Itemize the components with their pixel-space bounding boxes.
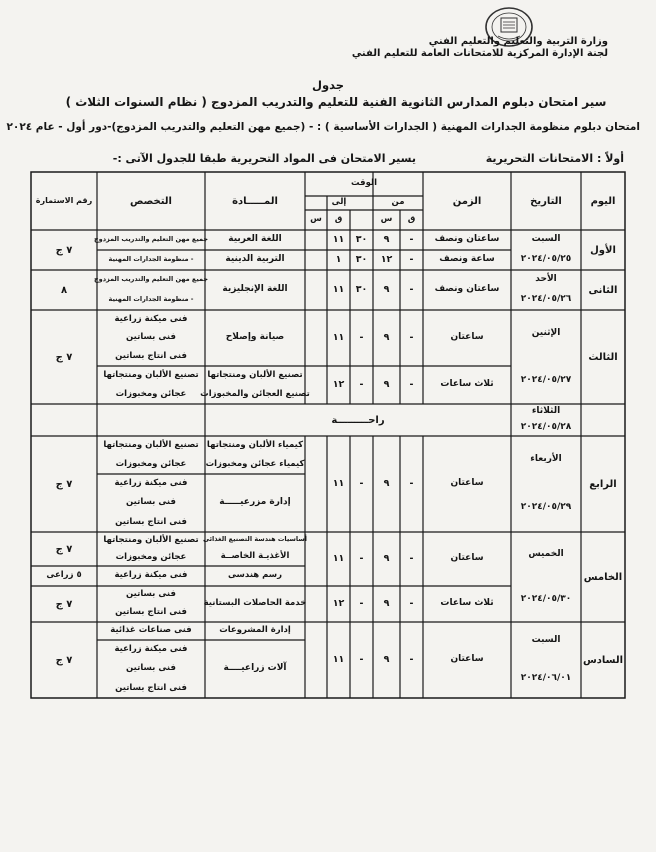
r3a-spec3: فنى انتاج بساتين	[115, 350, 187, 361]
r3-form: ٧ ج	[55, 351, 73, 363]
r1a-from-q: -	[409, 233, 414, 245]
r7-to-q: -	[359, 653, 364, 665]
r7-date-cell	[511, 622, 581, 698]
r6a-from-s: ٩	[383, 552, 390, 564]
r5-duration: ساعتان	[450, 478, 484, 489]
r6b-to-s: ١٢	[332, 597, 345, 609]
r1-date-cell	[511, 230, 581, 270]
r1a-to-s: ١١	[332, 233, 345, 245]
r3b-from-s: ٩	[383, 378, 390, 390]
r6b-subject: خدمة الحاصلات البستانية	[203, 598, 307, 609]
th-form-number: رقم الاستمارة	[35, 195, 93, 205]
r2-from-q: -	[409, 283, 414, 295]
r1-date: ٢٠٢٤/٠٥/٢٥	[520, 254, 572, 265]
r6b-from-s: ٩	[383, 597, 390, 609]
r1a-spec: جميع مهن التعليم والتدريب المزدوج	[93, 235, 209, 244]
th-from-s: س	[380, 214, 393, 225]
r5-subject-cell-top	[205, 436, 305, 474]
r4-date: ٢٠٢٤/٠٥/٢٨	[520, 422, 572, 433]
th-duration: الزمن	[452, 195, 482, 207]
r6a-subject3: رسم هندسى	[227, 570, 283, 581]
r3b-to-s: ١٢	[332, 378, 345, 390]
r6-date-cell	[511, 532, 581, 622]
r7-form: ٧ ج	[55, 654, 73, 666]
r2-day: الثانى	[588, 284, 618, 296]
r5-from-s: ٩	[383, 477, 390, 489]
r1b-from-s: ١٢	[380, 253, 393, 265]
ministry-name: وزارة التربية والتعليم والتعليم الفني	[428, 36, 608, 47]
r1-form: ٧ ج	[55, 244, 73, 256]
r6b-spec-cell	[97, 586, 205, 622]
r5-spec3: فنى ميكنة زراعية	[114, 478, 188, 489]
r3a-to-q: -	[359, 331, 364, 343]
r3a-from-s: ٩	[383, 331, 390, 343]
th-day: اليوم	[590, 195, 616, 207]
r1a-duration: ساعتان ونصف	[434, 234, 500, 245]
r3a-spec-cell	[97, 310, 205, 366]
r3b-spec-cell	[97, 366, 205, 404]
r7-spec3: فنى بساتين	[126, 663, 176, 674]
r2-subject: اللغة الإنجليزية	[222, 284, 288, 295]
r6-date: ٢٠٢٤/٠٥/٣٠	[520, 593, 572, 604]
r5-date: ٢٠٢٤/٠٥/٢٩	[520, 502, 572, 513]
r7-spec1: فنى صناعات غذائية	[110, 625, 192, 636]
r6b-to-q: -	[359, 597, 364, 609]
r2-form: ٨	[60, 284, 68, 296]
r1b-duration: ساعة ونصف	[439, 254, 495, 265]
r6a-to-q: -	[359, 552, 364, 564]
doc-title: جدول	[311, 78, 345, 92]
r6a-subject2: الأغذيـة الخاصــة	[220, 551, 290, 562]
r6b-spec1: فنى بساتين	[126, 589, 176, 600]
section-label: أولاً : الامتحانات التحريرية	[485, 152, 624, 165]
th-from-q: ق	[407, 214, 416, 225]
r6a-spec1: تصنيع الألبان ومنتجاتها	[103, 534, 199, 545]
r3b-subject-cell	[200, 366, 310, 404]
r4-date-cell	[511, 404, 581, 436]
r3a-duration: ساعتان	[450, 332, 484, 343]
r2-date-cell	[511, 270, 581, 310]
r7-date: ٢٠٢٤/٠٦/٠١	[520, 673, 572, 684]
r2-date: ٢٠٢٤/٠٥/٢٦	[520, 294, 572, 305]
r2-spec-cell	[93, 270, 209, 310]
r7-from-q: -	[409, 653, 414, 665]
r5-date-cell	[511, 436, 581, 532]
r5-spec1: تصنيع الألبان ومنتجاتها	[103, 439, 199, 450]
r4-weekday: الثلاثاء	[531, 406, 561, 417]
th-date: التاريخ	[530, 195, 562, 207]
r5-from-q: -	[409, 477, 414, 489]
r5-spec2: عجائن ومخبوزات	[115, 459, 187, 470]
exam-description: امتحان دبلوم منظومة الجدارات المهنية ( الجدارات الأساسية ) : - (جميع مهن التعليم والتدريب المزدوج)-دور أول - عام ٢٠٢٤	[6, 121, 640, 133]
r3a-subject: صيانة وإصلاح	[225, 332, 285, 343]
r5-subject3: إدارة مزرعيـــــة	[219, 497, 291, 508]
r3b-subject2: تصنيع العجائن والمخبوزات	[200, 388, 310, 399]
r5-spec5: فنى انتاج بساتين	[115, 516, 187, 527]
r2-to-q: ٣٠	[355, 283, 368, 295]
r1b-to-q: ٣٠	[355, 253, 368, 265]
r6a-spec2: عجائن ومخبوزات	[115, 551, 187, 562]
r7-to-s: ١١	[332, 653, 345, 665]
r6a-duration: ساعتان	[450, 553, 484, 564]
r1b-subject: التربية الدينية	[225, 254, 285, 265]
r3b-from-q: -	[409, 378, 414, 390]
r5-day: الرابع	[589, 478, 617, 490]
r1b-from-q: -	[409, 253, 414, 265]
r7-spec2: فنى ميكنة زراعية	[114, 643, 188, 654]
r2-spec2: - منظومة الجدارات المهنية	[108, 295, 194, 304]
r5-spec-cell	[97, 436, 205, 532]
r1a-to-q: ٣٠	[355, 233, 368, 245]
r6-day: الخامس	[583, 571, 623, 583]
r2-weekday: الأحد	[535, 274, 557, 285]
th-to-s: س	[310, 214, 322, 225]
r3-date: ٢٠٢٤/٠٥/٢٧	[520, 374, 572, 385]
r3a-spec2: فنى بساتين	[126, 332, 176, 343]
th-subject: المـــــادة	[232, 195, 278, 207]
r1-day: الأول	[590, 244, 616, 256]
r1a-subject: اللغة العربية	[228, 234, 282, 245]
r2-spec1: جميع مهن التعليم والتدريب المزدوج	[93, 275, 209, 284]
r3b-duration: ثلاث ساعات	[440, 379, 494, 390]
r6a-form2: ٥ زراعى	[46, 570, 82, 581]
r7-spec4: فنى انتاج بساتين	[115, 682, 187, 693]
r5-subject2: كيمياء عجائن ومخبوزات	[205, 458, 305, 469]
th-to-q: ق	[334, 214, 343, 225]
r4-rest: راحـــــــــة	[331, 414, 385, 426]
r3b-to-q: -	[359, 378, 364, 390]
r6b-spec2: فنى انتاج بساتين	[115, 607, 187, 618]
r6a-spec3: فنى ميكنة زراعية	[114, 570, 188, 581]
r7-day: السادس	[582, 654, 624, 666]
r7-duration: ساعتان	[450, 654, 484, 665]
r3b-subject1: تصنيع الألبان ومنتجاتها	[207, 369, 303, 380]
r6a-to-s: ١١	[332, 552, 345, 564]
r3a-from-q: -	[409, 331, 414, 343]
r2-duration: ساعتان ونصف	[434, 284, 500, 295]
r2-from-s: ٩	[383, 283, 390, 295]
r5-to-q: -	[359, 477, 364, 489]
doc-subtitle: سير امتحان دبلوم المدارس الثانوية الفنية للتعليم والتدريب المزدوج ( نظام السنوات الثلاث )	[65, 95, 607, 109]
r2-to-s: ١١	[332, 283, 345, 295]
r7-from-s: ٩	[383, 653, 390, 665]
r6a-from-q: -	[409, 552, 414, 564]
r3b-spec1: تصنيع الألبان ومنتجاتها	[103, 369, 199, 380]
r6-weekday: الخميس	[528, 548, 564, 559]
r1-weekday: السبت	[531, 234, 561, 245]
r3-day: الثالث	[588, 351, 618, 363]
r5-form: ٧ ج	[55, 478, 73, 490]
r6a-form1: ٧ ج	[55, 543, 73, 555]
r3a-spec1: فنى ميكنة زراعية	[114, 313, 188, 324]
r1b-spec: - منظومة الجدارات المهنية	[108, 255, 194, 264]
r3-date-cell	[511, 310, 581, 404]
r7-spec-cell	[97, 640, 205, 698]
r5-to-s: ١١	[332, 477, 345, 489]
th-from: من	[391, 197, 405, 208]
th-time: الوقت	[351, 178, 377, 189]
r5-subject1: كيمياء الألبان ومنتجاتها	[206, 439, 304, 450]
r3b-spec2: عجائن ومخبوزات	[115, 388, 187, 399]
r6b-from-q: -	[409, 597, 414, 609]
section-text: يسير الامتحان فى المواد التحريرية طبقا للجدول الآتى :-	[112, 152, 416, 165]
th-to: إلى	[331, 197, 347, 208]
r7-subject2: آلات زراعيــــة	[223, 663, 287, 674]
r3a-to-s: ١١	[332, 331, 345, 343]
committee-name: لجنة الإدارة المركزية للامتحانات العامة للتعليم الفني	[351, 48, 608, 59]
r1a-from-s: ٩	[383, 233, 390, 245]
r7-subject1: إدارة المشروعات	[219, 625, 291, 636]
r3-weekday: الإثنين	[531, 327, 561, 338]
r5-weekday: الأربعاء	[530, 454, 562, 465]
r6a-subject1: أساسيات هندسة التصنيع الغذائى	[203, 535, 307, 544]
r6a-subject-cell	[205, 532, 305, 566]
th-specialization: التخصص	[130, 195, 172, 207]
r1b-to-s: ١	[335, 253, 342, 265]
r6b-form: ٧ ج	[55, 598, 73, 610]
r6a-spec-cell	[97, 532, 205, 566]
r6b-duration: ثلاث ساعات	[440, 598, 494, 609]
r5-spec4: فنى بساتين	[126, 497, 176, 508]
r7-weekday: السبت	[531, 635, 561, 646]
